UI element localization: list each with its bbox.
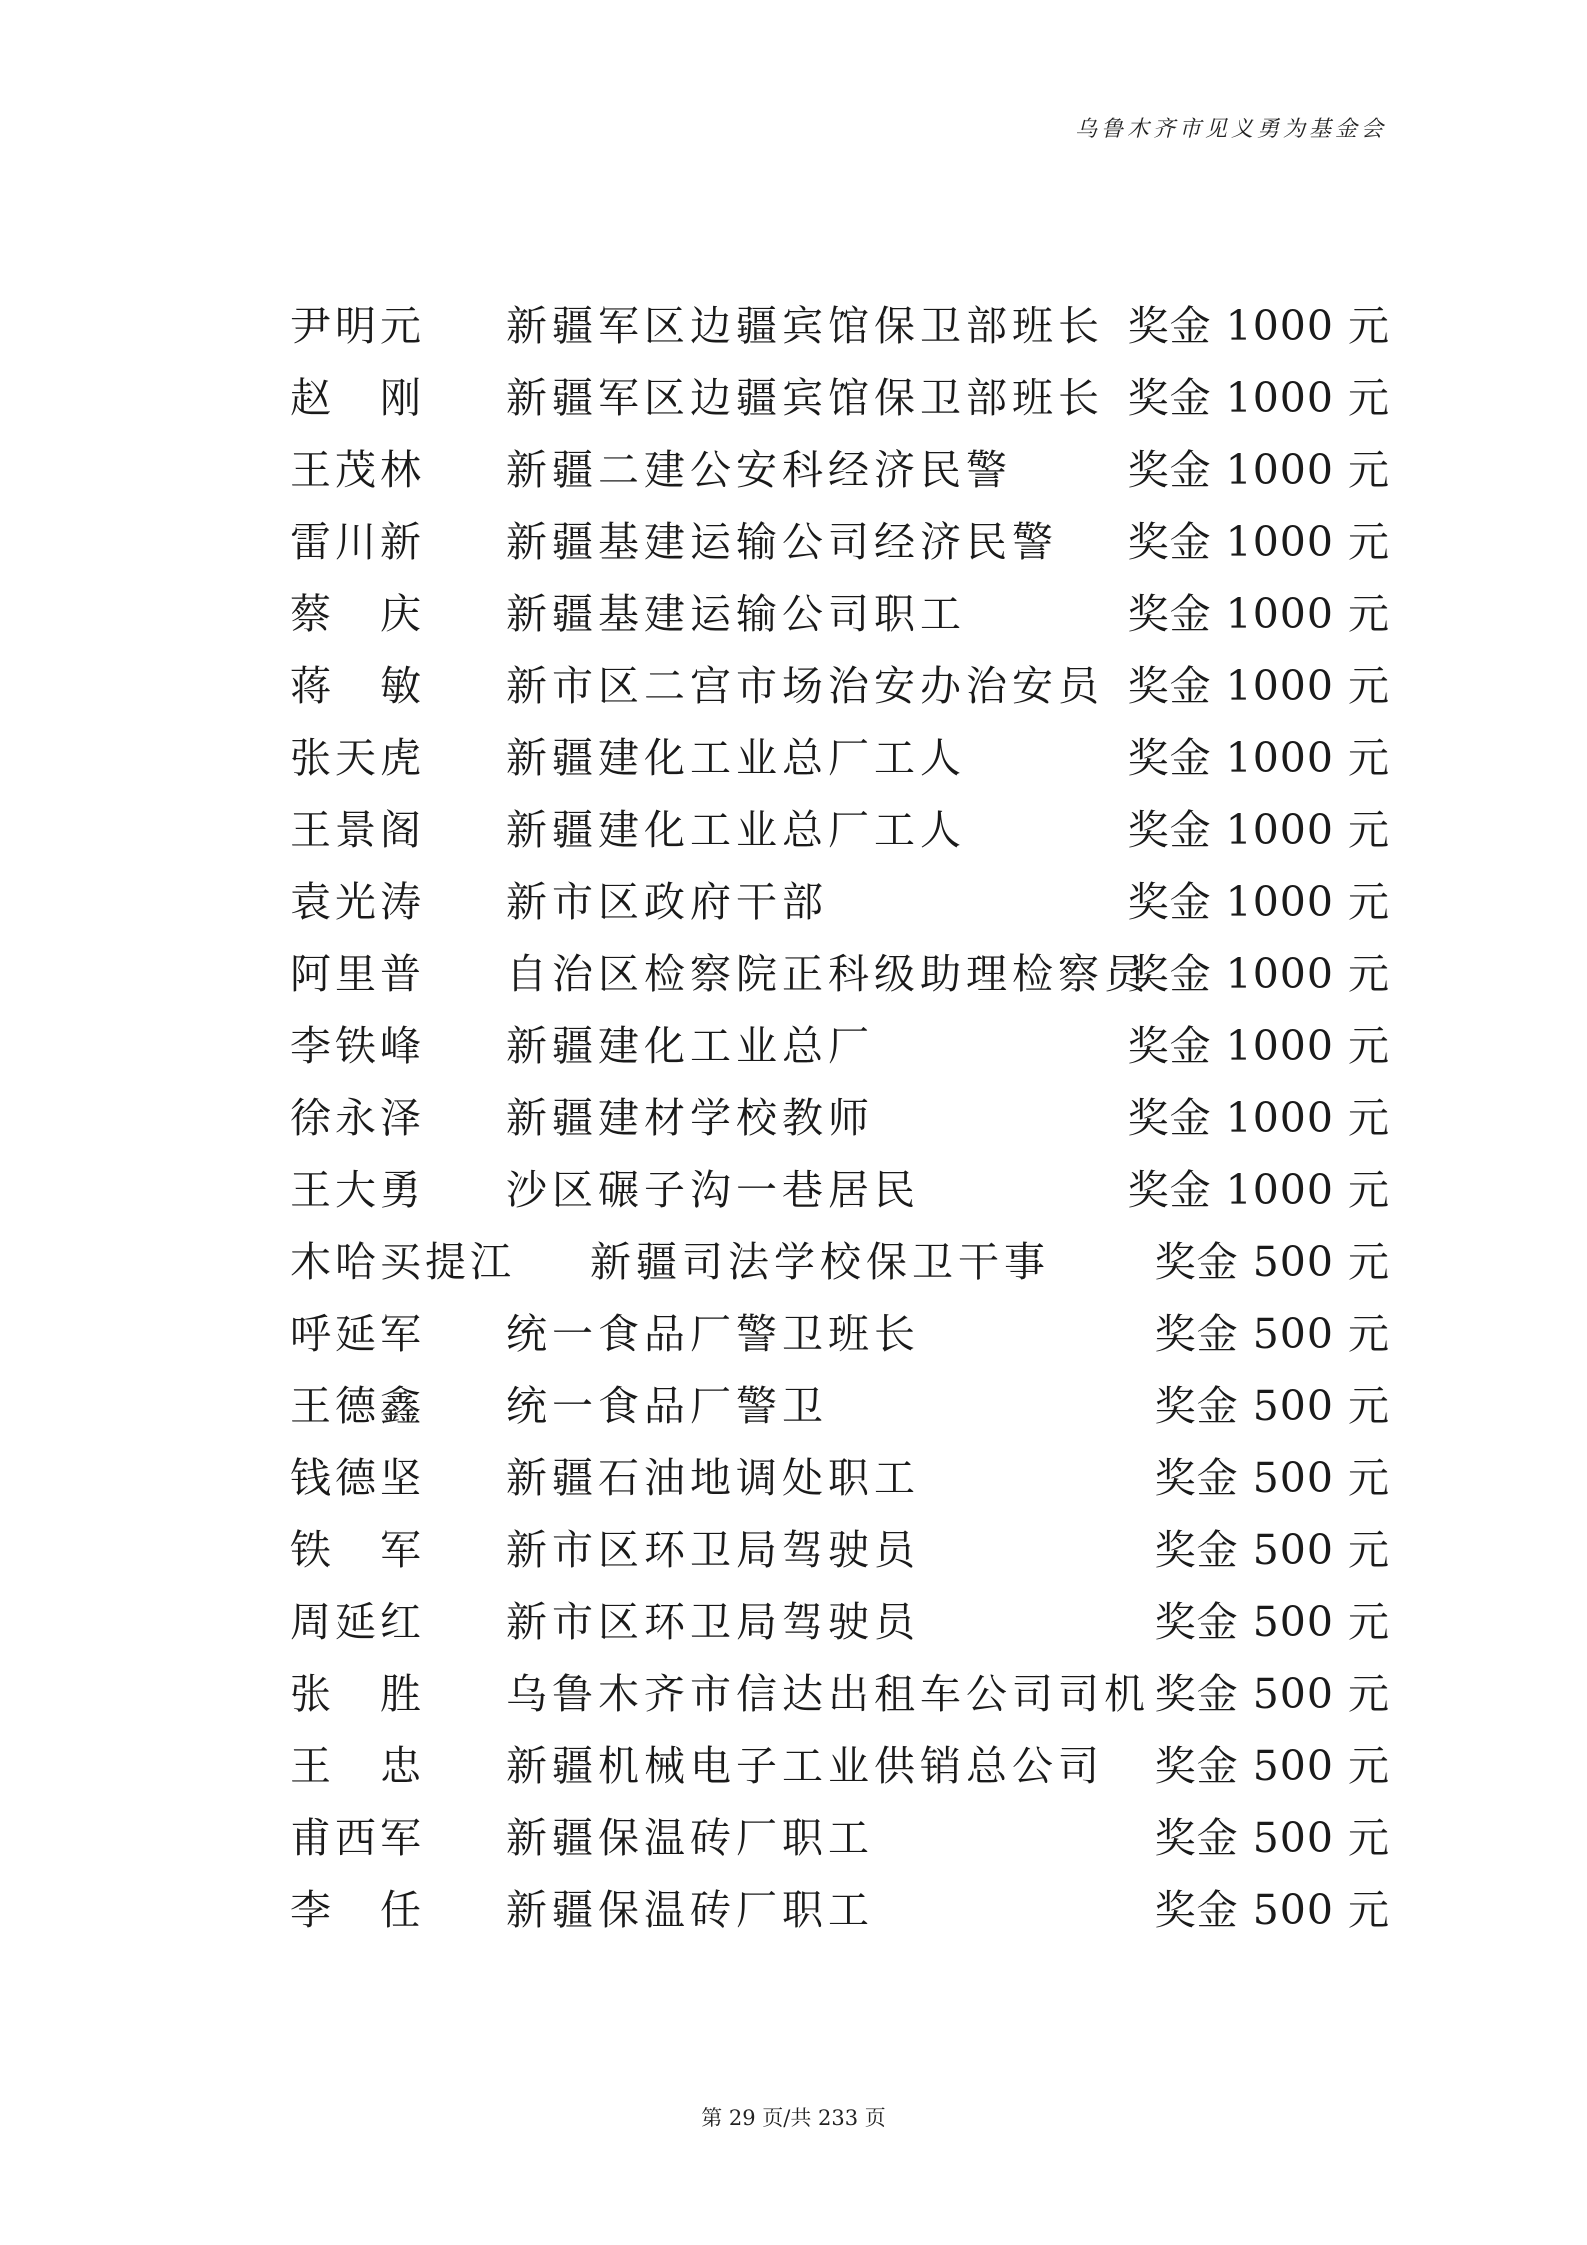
awardee-name: 尹明元 <box>290 302 425 350</box>
awardee-row <box>290 1442 1390 1514</box>
awardee-reward: 奖金 500 元 <box>1154 1886 1390 1934</box>
awardee-name: 袁光涛 <box>290 878 425 926</box>
awardee-name: 王茂林 <box>290 446 425 494</box>
awardee-name: 王德鑫 <box>290 1382 425 1430</box>
awardee-unit: 新市区环卫局驾驶员 <box>506 1526 920 1574</box>
awardee-name: 李铁峰 <box>290 1022 425 1070</box>
awardee-reward: 奖金 500 元 <box>1154 1742 1390 1790</box>
awardee-list <box>290 290 1390 1946</box>
awardee-unit: 新疆建化工业总厂工人 <box>506 734 966 782</box>
awardee-unit: 新疆司法学校保卫干事 <box>590 1238 1050 1286</box>
awardee-unit: 新疆基建运输公司职工 <box>506 590 966 638</box>
awardee-reward: 奖金 1000 元 <box>1127 374 1390 422</box>
awardee-name: 徐永泽 <box>290 1094 425 1142</box>
awardee-row <box>290 362 1390 434</box>
awardee-reward: 奖金 500 元 <box>1154 1382 1390 1430</box>
awardee-name: 雷川新 <box>290 518 425 566</box>
awardee-name: 周延红 <box>290 1598 425 1646</box>
awardee-reward: 奖金 500 元 <box>1154 1814 1390 1862</box>
awardee-unit: 新市区政府干部 <box>506 878 828 926</box>
awardee-name: 蒋 敏 <box>290 662 425 710</box>
awardee-unit: 新疆石油地调处职工 <box>506 1454 920 1502</box>
awardee-unit: 新疆基建运输公司经济民警 <box>506 518 1058 566</box>
awardee-name: 张 胜 <box>290 1670 425 1718</box>
awardee-name: 王景阁 <box>290 806 425 854</box>
awardee-row <box>290 794 1390 866</box>
awardee-row <box>290 506 1390 578</box>
awardee-row <box>290 1802 1390 1874</box>
awardee-reward: 奖金 1000 元 <box>1127 590 1390 638</box>
awardee-row <box>290 1730 1390 1802</box>
awardee-row <box>290 1226 1390 1298</box>
awardee-row <box>290 434 1390 506</box>
awardee-name: 王大勇 <box>290 1166 425 1214</box>
awardee-reward: 奖金 1000 元 <box>1127 302 1390 350</box>
awardee-row <box>290 866 1390 938</box>
awardee-reward: 奖金 500 元 <box>1154 1598 1390 1646</box>
awardee-name: 木哈买提江 <box>290 1238 515 1286</box>
awardee-row <box>290 650 1390 722</box>
awardee-reward: 奖金 500 元 <box>1154 1670 1390 1718</box>
awardee-reward: 奖金 500 元 <box>1154 1454 1390 1502</box>
awardee-unit: 统一食品厂警卫 <box>506 1382 828 1430</box>
awardee-unit: 统一食品厂警卫班长 <box>506 1310 920 1358</box>
header-organization: 乌鲁木齐市见义勇为基金会 <box>1074 117 1387 142</box>
awardee-name: 王 忠 <box>290 1742 425 1790</box>
awardee-reward: 奖金 1000 元 <box>1127 518 1390 566</box>
awardee-row <box>290 1154 1390 1226</box>
awardee-row <box>290 1010 1390 1082</box>
awardee-name: 铁 军 <box>290 1526 425 1574</box>
page-number: 第 29 页/共 233 页 <box>701 2106 886 2130</box>
awardee-unit: 新疆机械电子工业供销总公司 <box>506 1742 1104 1790</box>
awardee-unit: 新市区环卫局驾驶员 <box>506 1598 920 1646</box>
awardee-name: 张天虎 <box>290 734 425 782</box>
awardee-reward: 奖金 1000 元 <box>1127 1094 1390 1142</box>
awardee-name: 赵 刚 <box>290 374 425 422</box>
awardee-row <box>290 722 1390 794</box>
awardee-row <box>290 578 1390 650</box>
awardee-unit: 新疆保温砖厂职工 <box>506 1886 874 1934</box>
awardee-reward: 奖金 1000 元 <box>1127 1166 1390 1214</box>
awardee-unit: 新疆军区边疆宾馆保卫部班长 <box>506 302 1104 350</box>
awardee-name: 阿里普 <box>290 950 425 998</box>
awardee-name: 李 任 <box>290 1886 425 1934</box>
awardee-name: 蔡 庆 <box>290 590 425 638</box>
awardee-unit: 新疆军区边疆宾馆保卫部班长 <box>506 374 1104 422</box>
awardee-row <box>290 1082 1390 1154</box>
awardee-unit: 新疆保温砖厂职工 <box>506 1814 874 1862</box>
awardee-reward: 奖金 1000 元 <box>1127 1022 1390 1070</box>
awardee-reward: 奖金 1000 元 <box>1127 734 1390 782</box>
awardee-row <box>290 1658 1390 1730</box>
awardee-reward: 奖金 1000 元 <box>1127 878 1390 926</box>
awardee-unit: 新疆建化工业总厂工人 <box>506 806 966 854</box>
awardee-unit: 新疆建化工业总厂 <box>506 1022 874 1070</box>
awardee-reward: 奖金 1000 元 <box>1127 950 1390 998</box>
awardee-unit: 乌鲁木齐市信达出租车公司司机 <box>506 1670 1150 1718</box>
awardee-row <box>290 1514 1390 1586</box>
awardee-row <box>290 290 1390 362</box>
awardee-unit: 沙区碾子沟一巷居民 <box>506 1166 920 1214</box>
awardee-unit: 新疆二建公安科经济民警 <box>506 446 1012 494</box>
awardee-row <box>290 1370 1390 1442</box>
awardee-reward: 奖金 1000 元 <box>1127 806 1390 854</box>
awardee-reward: 奖金 500 元 <box>1154 1310 1390 1358</box>
awardee-reward: 奖金 1000 元 <box>1127 446 1390 494</box>
awardee-reward: 奖金 500 元 <box>1154 1238 1390 1286</box>
awardee-unit: 新市区二宫市场治安办治安员 <box>506 662 1104 710</box>
awardee-unit: 新疆建材学校教师 <box>506 1094 874 1142</box>
awardee-reward: 奖金 1000 元 <box>1127 662 1390 710</box>
awardee-name: 呼延军 <box>290 1310 425 1358</box>
awardee-row <box>290 1298 1390 1370</box>
awardee-row <box>290 938 1390 1010</box>
awardee-reward: 奖金 500 元 <box>1154 1526 1390 1574</box>
awardee-name: 钱德坚 <box>290 1454 425 1502</box>
awardee-row <box>290 1586 1390 1658</box>
awardee-name: 甫西军 <box>290 1814 425 1862</box>
awardee-row <box>290 1874 1390 1946</box>
awardee-unit: 自治区检察院正科级助理检察员 <box>506 950 1150 998</box>
